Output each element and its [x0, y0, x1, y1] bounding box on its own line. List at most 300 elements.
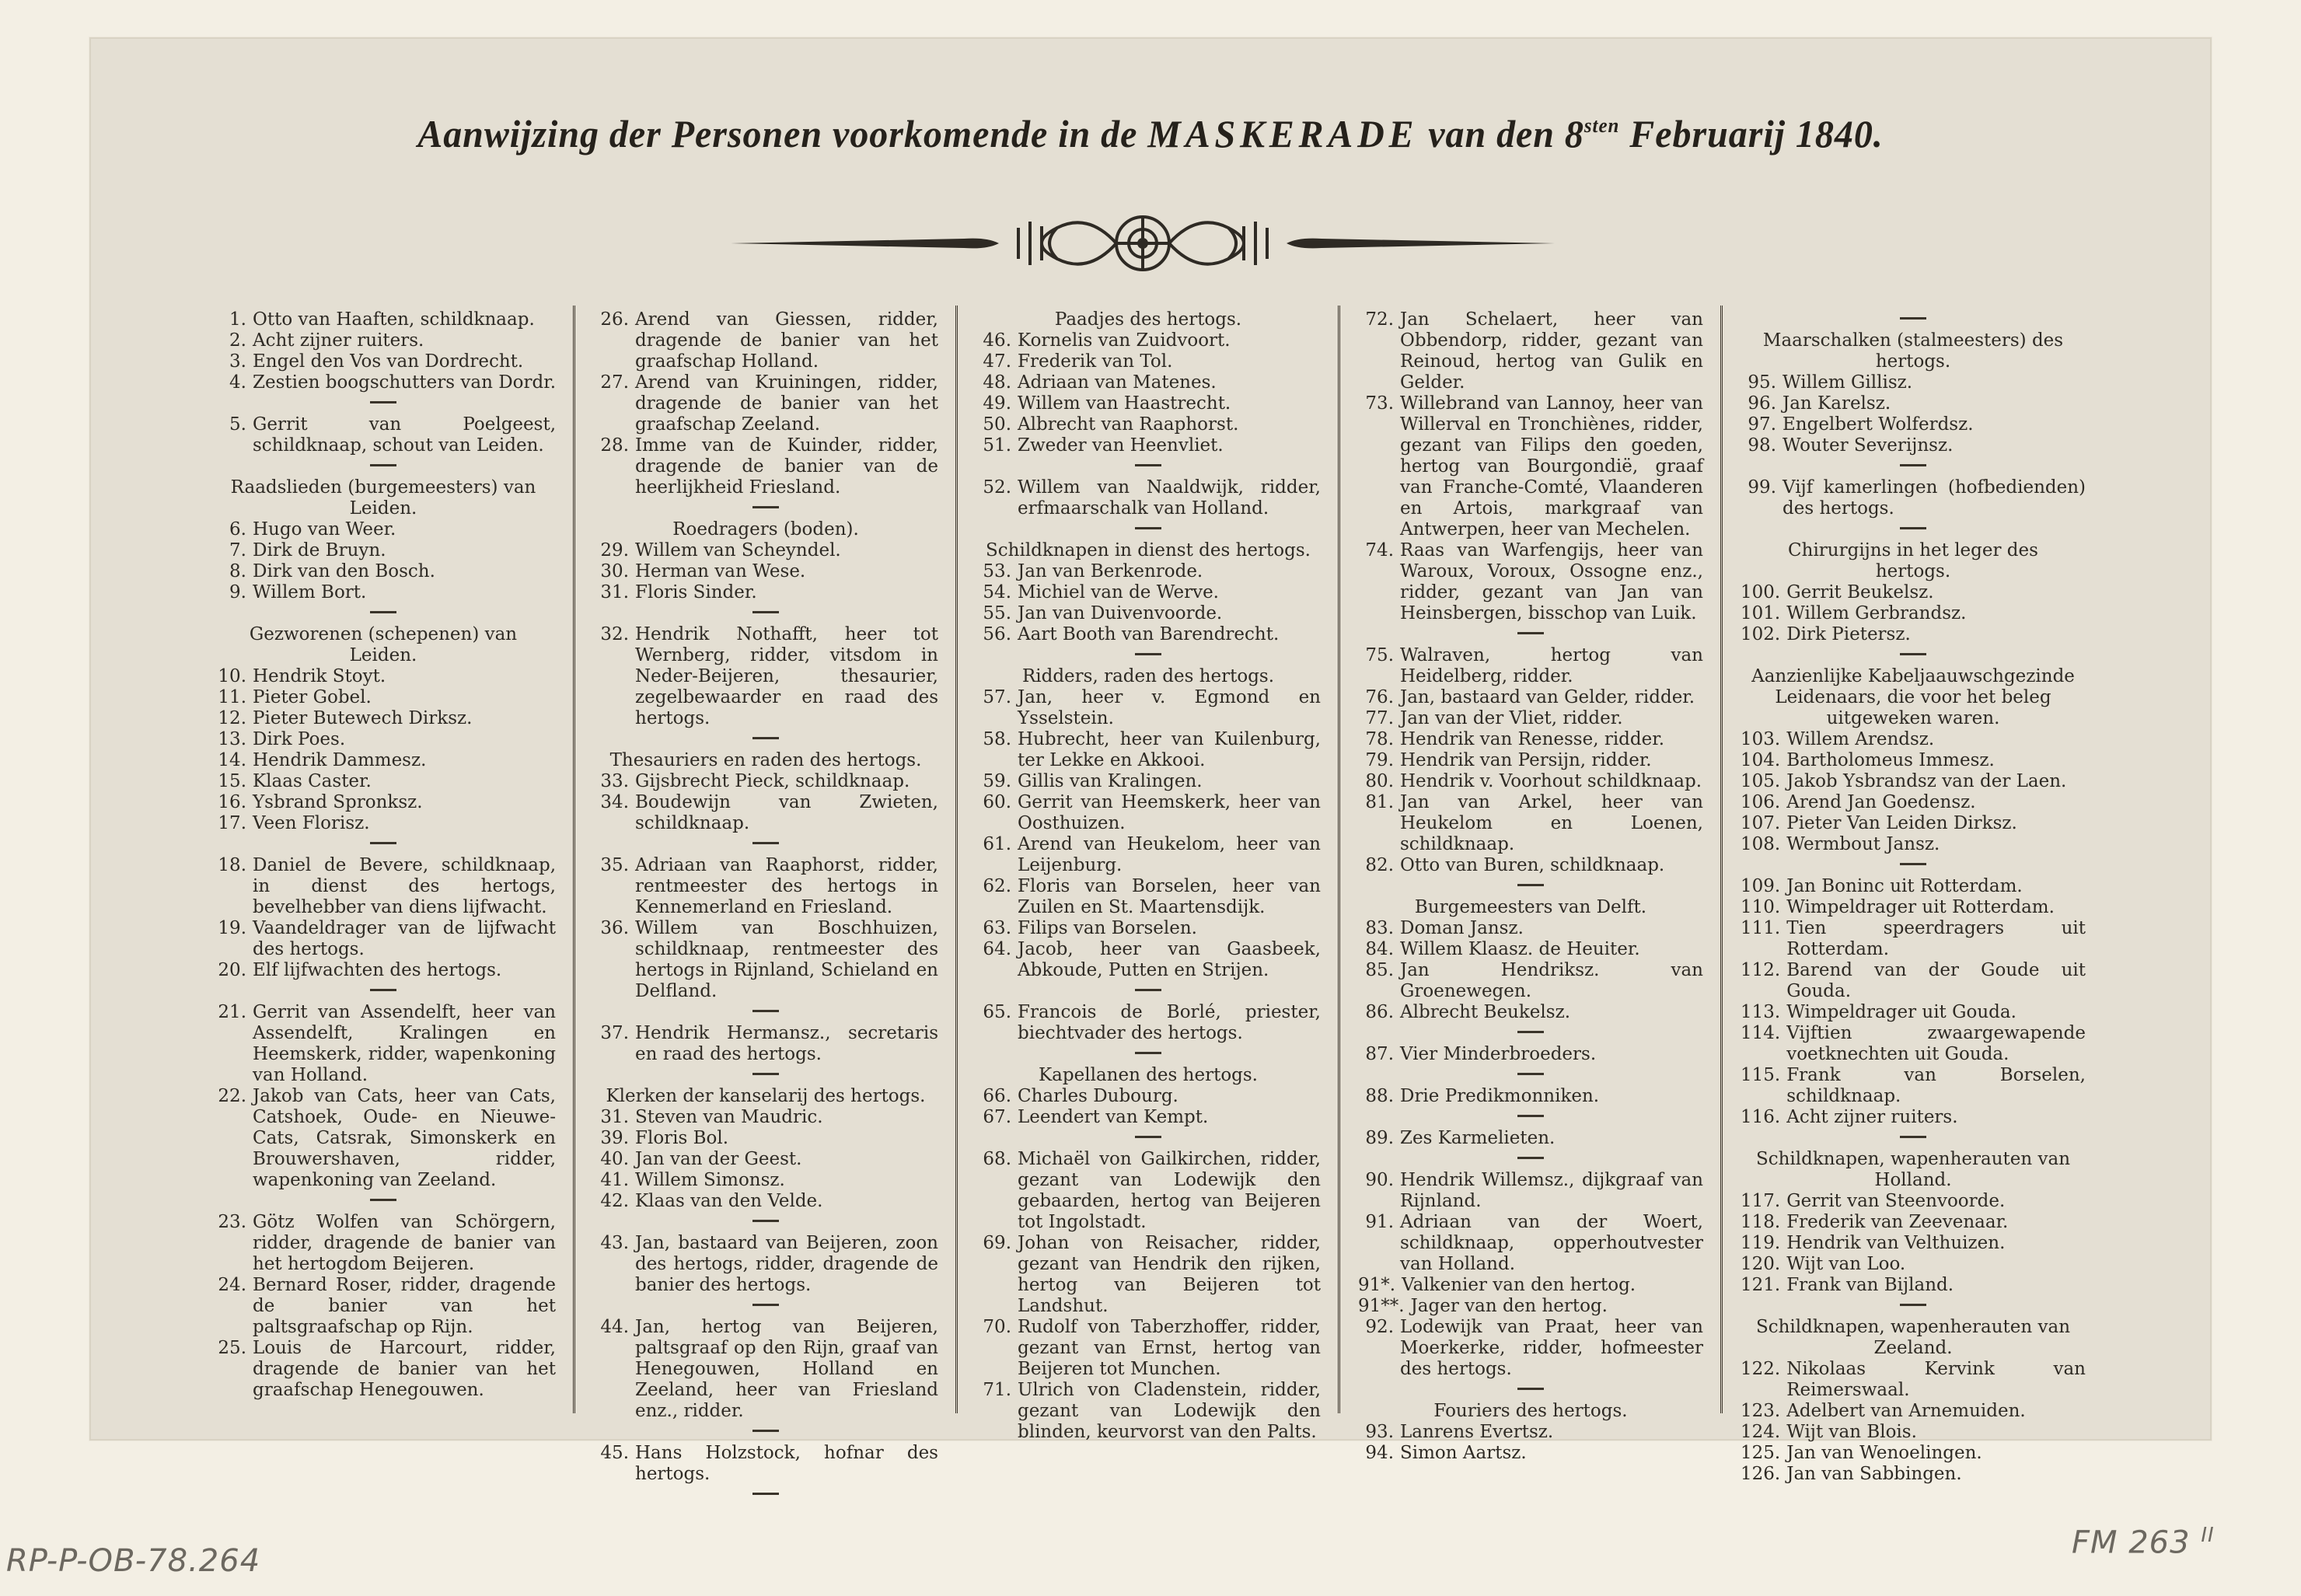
entry-number: 36.: [600, 918, 629, 938]
section-divider: [1358, 1149, 1703, 1170]
list-item: [593, 918, 938, 1002]
entry-text: Wimpeldrager uit Gouda.: [1786, 1002, 2016, 1022]
list-item: [1741, 1212, 2086, 1233]
entry-text: Hendrik Hermansz., secretaris en raad des hertogs.: [635, 1023, 938, 1064]
list-item: [976, 582, 1321, 603]
entry-number: 4.: [229, 372, 246, 393]
entry-text: Hans Holzstock, hofnar des hertogs.: [635, 1443, 938, 1484]
list-item: [211, 309, 556, 330]
entry-text: Daniel de Bevere, schildknaap, in dienst des hertogs, bevelhebber van diens lijfwacht.: [253, 855, 556, 917]
list-item: [1358, 540, 1703, 624]
list-item: [1358, 939, 1703, 960]
entry-text: Gillis van Kralingen.: [1018, 771, 1203, 791]
list-item: [976, 1233, 1321, 1317]
entry-text: Lanrens Evertsz.: [1400, 1422, 1554, 1442]
entry-text: Willem Gerbrandsz.: [1786, 603, 1967, 623]
section-divider: [976, 981, 1321, 1002]
entry-text: Jan van Wenoelingen.: [1786, 1443, 1982, 1463]
entry-number: 31.: [600, 582, 629, 602]
title-date: van den 8: [1418, 112, 1584, 155]
entry-number: 9.: [229, 582, 246, 602]
entry-number: 45.: [600, 1443, 629, 1463]
entry-text: Otto van Haaften, schildknaap.: [253, 309, 535, 330]
entry-number: 6.: [229, 519, 246, 540]
entry-text: Doman Jansz.: [1400, 918, 1524, 938]
entry-text: Hendrik Willemsz., dijkgraaf van Rijnland.: [1400, 1170, 1703, 1211]
list-item: [1358, 309, 1703, 393]
section-heading: Ridders, raden des hertogs.: [1021, 666, 1275, 686]
entry-number: 73.: [1365, 393, 1394, 414]
entry-text: Willem Gillisz.: [1782, 372, 1913, 393]
section-divider: [593, 498, 938, 519]
entry-text: Adriaan van Raaphorst, ridder, rentmeester des hertogs in Kennemerland en Friesland.: [635, 855, 938, 917]
section-divider: [1358, 1065, 1703, 1086]
list-item: [593, 582, 938, 603]
entry-text: Hendrik van Velthuizen.: [1786, 1233, 2006, 1253]
entry-text: Leendert van Kempt.: [1018, 1107, 1209, 1127]
list-item: [976, 435, 1321, 456]
entry-text: Albrecht Beukelsz.: [1400, 1002, 1571, 1022]
entry-number: 95.: [1748, 372, 1776, 393]
list-item: [211, 666, 556, 687]
entry-text: Michaël von Gailkirchen, ridder, gezant van Lodewijk den gebaarden, hertog van Beijeren tot Ingolstadt.: [1018, 1149, 1321, 1232]
list-item: [593, 1023, 938, 1065]
entry-text: Willem van Haastrecht.: [1018, 393, 1231, 414]
section-divider: [593, 1485, 938, 1506]
catalogue-ref-text: FM 263: [2072, 1524, 2191, 1561]
list-item: [1741, 813, 2086, 834]
list-item: [1358, 1275, 1703, 1296]
entry-number: 60.: [983, 792, 1011, 812]
entry-number: 54.: [983, 582, 1011, 602]
entry-number: 40.: [600, 1149, 629, 1169]
entry-text: Arend Jan Goedensz.: [1786, 792, 1976, 812]
list-item: [211, 960, 556, 981]
entry-number: 87.: [1365, 1044, 1394, 1064]
column-4: [1338, 309, 1720, 1463]
section-divider: [593, 1002, 938, 1023]
entry-text: Charles Dubourg.: [1018, 1086, 1178, 1106]
list-item: [593, 792, 938, 834]
entry-text: Herman van Wese.: [635, 561, 806, 581]
title-text: Aanwijzing der Personen voorkomende in de: [417, 112, 1148, 155]
entry-number: 27.: [600, 372, 629, 393]
list-item: [593, 1233, 938, 1296]
entry-text: Klaas Caster.: [253, 771, 372, 791]
list-item: [211, 561, 556, 582]
entry-text: Willebrand van Lannoy, heer van Willerval en Tronchiènes, ridder, gezant van Filips den goeden, hertog van Bourgondië, graaf van Franche-Comté, Vlaanderen en Artois, markgraaf van Antwerpen, heer van Mechelen.: [1400, 393, 1703, 540]
entry-number: 111.: [1741, 918, 1781, 938]
entry-number: 67.: [983, 1107, 1011, 1127]
list-item: [1358, 1170, 1703, 1212]
entry-number: 81.: [1365, 792, 1394, 812]
names-columns: [190, 309, 2103, 1484]
entry-text: Willem Bort.: [253, 582, 367, 602]
list-item: [593, 540, 938, 561]
entry-number: 89.: [1365, 1128, 1394, 1148]
entry-number: 115.: [1741, 1065, 1781, 1085]
list-item: [1741, 1002, 2086, 1023]
list-item: [593, 372, 938, 435]
list-item: [1741, 750, 2086, 771]
entry-number: 32.: [600, 624, 629, 644]
catalogue-state: II: [2201, 1524, 2215, 1547]
list-item: [976, 477, 1321, 519]
entry-number: 88.: [1365, 1086, 1394, 1106]
entry-text: Gerrit Beukelsz.: [1786, 582, 1934, 602]
list-item: [1741, 1275, 2086, 1296]
entry-text: Wijt van Blois.: [1786, 1422, 1917, 1442]
entry-text: Jan, bastaard van Beijeren, zoon des hertogs, ridder, dragende de banier des hertogs.: [635, 1233, 938, 1295]
entry-text: Klaas van den Velde.: [635, 1191, 823, 1211]
entry-text: Otto van Buren, schildknaap.: [1400, 855, 1665, 875]
entry-text: Arend van Giessen, ridder, dragende de banier van het graafschap Holland.: [635, 309, 938, 372]
entry-number: 53.: [983, 561, 1011, 581]
entry-number: 105.: [1741, 771, 1781, 791]
section-divider: [976, 645, 1321, 666]
entry-text: Frank van Bijland.: [1786, 1275, 1954, 1295]
entry-number: 13.: [218, 729, 246, 749]
entry-number: 76.: [1365, 687, 1394, 707]
section-heading: Schildknapen, wapenherauten van Zeeland.: [1755, 1317, 2071, 1358]
list-item: [1741, 1464, 2086, 1485]
entry-number: 52.: [983, 477, 1011, 498]
section-heading: Thesauriers en raden des hertogs.: [609, 750, 922, 770]
entry-number: 18.: [218, 855, 246, 875]
entry-text: Walraven, hertog van Heidelberg, ridder.: [1400, 645, 1703, 686]
entry-text: Pieter Van Leiden Dirksz.: [1786, 813, 2017, 833]
section-divider: [1741, 309, 2086, 330]
entry-text: Jan van Sabbingen.: [1786, 1464, 1962, 1484]
list-item: [211, 855, 556, 918]
section-heading: Maarschalken (stalmeesters) des hertogs.: [1762, 330, 2064, 372]
entry-text: Willem van Naaldwijk, ridder, erfmaarschalk van Holland.: [1018, 477, 1321, 519]
list-item: [211, 687, 556, 708]
entry-text: Hendrik van Persijn, ridder.: [1400, 750, 1652, 770]
entry-text: Jan Karelsz.: [1782, 393, 1891, 414]
list-item: [1358, 393, 1703, 540]
entry-number: 107.: [1741, 813, 1781, 833]
entry-text: Jager van den hertog.: [1410, 1296, 1608, 1316]
entry-text: Valkenier van den hertog.: [1402, 1275, 1636, 1295]
entry-number: 58.: [983, 729, 1011, 749]
catalogue-reference: [2072, 1524, 2215, 1560]
section-divider: [1741, 645, 2086, 666]
list-item: [211, 1275, 556, 1338]
list-item: [1741, 834, 2086, 855]
list-item: [976, 1086, 1321, 1107]
list-item: [1358, 1443, 1703, 1464]
entry-number: 11.: [218, 687, 246, 707]
list-item: [211, 414, 556, 456]
section-divider: [1358, 1023, 1703, 1044]
section-divider: [593, 729, 938, 750]
entry-number: 7.: [229, 540, 246, 561]
list-item: [211, 771, 556, 792]
section-divider: [1358, 1380, 1703, 1401]
entry-number: 93.: [1365, 1422, 1394, 1442]
entry-text: Hendrik v. Voorhout schildknaap.: [1400, 771, 1702, 791]
entry-number: 117.: [1741, 1191, 1781, 1211]
entry-number: 72.: [1365, 309, 1394, 330]
entry-text: Floris van Borselen, heer van Zuilen en St. Maartensdijk.: [1018, 876, 1321, 917]
entry-text: Jan, heer v. Egmond en Ysselstein.: [1018, 687, 1321, 728]
entry-text: Adriaan van der Woert, schildknaap, opperhoutvester van Holland.: [1400, 1212, 1703, 1274]
entry-number: 74.: [1365, 540, 1394, 561]
entry-number: 126.: [1741, 1464, 1781, 1484]
entry-number: 79.: [1365, 750, 1394, 770]
entry-text: Aart Booth van Barendrecht.: [1018, 624, 1280, 644]
list-item: [1741, 1359, 2086, 1401]
list-item: [593, 771, 938, 792]
entry-number: 55.: [983, 603, 1011, 623]
entry-number: 5.: [229, 414, 246, 435]
entry-number: 8.: [229, 561, 246, 581]
entry-text: Gerrit van Heemskerk, heer van Oosthuizen.: [1018, 792, 1321, 833]
entry-number: 69.: [983, 1233, 1011, 1253]
entry-text: Tien speerdragers uit Rotterdam.: [1786, 918, 2086, 959]
entry-number: 1.: [229, 309, 246, 330]
entry-text: Dirk van den Bosch.: [253, 561, 435, 581]
entry-text: Zes Karmelieten.: [1400, 1128, 1556, 1148]
entry-number: 50.: [983, 414, 1011, 435]
page-title: [132, 111, 2170, 156]
list-item: [1741, 729, 2086, 750]
entry-text: Willem Klaasz. de Heuiter.: [1400, 939, 1640, 959]
list-item: [976, 372, 1321, 393]
entry-number: 10.: [218, 666, 246, 686]
entry-number: 112.: [1741, 960, 1781, 980]
entry-text: Gijsbrecht Pieck, schildknaap.: [635, 771, 910, 791]
list-item: [211, 330, 556, 351]
list-item: [1358, 1002, 1703, 1023]
list-item: [976, 792, 1321, 834]
entry-number: 86.: [1365, 1002, 1394, 1022]
entry-text: Dirk Poes.: [253, 729, 346, 749]
entry-text: Jan Schelaert, heer van Obbendorp, ridder, gezant van Reinoud, hertog van Gulik en Gelder.: [1400, 309, 1703, 393]
entry-text: Jan van Arkel, heer van Heukelom en Loenen, schildknaap.: [1400, 792, 1703, 854]
entry-number: 24.: [218, 1275, 246, 1295]
list-item: [1741, 960, 2086, 1002]
entry-number: 31.: [600, 1107, 629, 1127]
entry-text: Boudewijn van Zwieten, schildknaap.: [635, 792, 938, 833]
print-sheet: [89, 37, 2212, 1484]
list-item: [976, 1149, 1321, 1233]
entry-number: 104.: [1741, 750, 1781, 770]
list-item: [1741, 393, 2086, 414]
entry-text: Hugo van Weer.: [253, 519, 396, 540]
entry-text: Vier Minderbroeders.: [1400, 1044, 1597, 1064]
entry-text: Pieter Gobel.: [253, 687, 372, 707]
entry-number: 44.: [600, 1317, 629, 1337]
list-item: [1358, 960, 1703, 1002]
list-item: [593, 435, 938, 498]
title-maskerade: MASKERADE: [1147, 112, 1419, 155]
entry-number: 22.: [218, 1086, 246, 1106]
list-item: [1358, 645, 1703, 687]
column-2: [573, 309, 955, 1484]
list-item: [976, 939, 1321, 981]
entry-text: Wijt van Loo.: [1786, 1254, 1906, 1274]
list-item: [1358, 792, 1703, 855]
entry-number: 66.: [983, 1086, 1011, 1106]
section-heading: Klerken der kanselarij des hertogs.: [606, 1086, 926, 1106]
section-divider: [211, 981, 556, 1002]
entry-number: 100.: [1741, 582, 1781, 602]
entry-number: 82.: [1365, 855, 1394, 875]
list-item: [1741, 1254, 2086, 1275]
entry-text: Frederik van Zeevenaar.: [1786, 1212, 2009, 1232]
entry-number: 25.: [218, 1338, 246, 1358]
entry-text: Jan van der Geest.: [635, 1149, 802, 1169]
entry-number: 34.: [600, 792, 629, 812]
entry-number: 91.: [1365, 1212, 1394, 1232]
entry-text: Johan von Reisacher, ridder, gezant van Hendrik den rijken, hertog van Beijeren tot Landshut.: [1018, 1233, 1321, 1316]
list-item: [1741, 1107, 2086, 1128]
entry-number: 61.: [983, 834, 1011, 854]
entry-number: 3.: [229, 351, 246, 372]
list-item: [976, 1317, 1321, 1380]
entry-text: Kornelis van Zuidvoort.: [1018, 330, 1231, 351]
section-divider: [211, 1191, 556, 1212]
list-item: [1741, 792, 2086, 813]
list-item: [593, 1317, 938, 1422]
list-item: [1741, 876, 2086, 897]
list-item: [976, 351, 1321, 372]
entry-text: Imme van de Kuinder, ridder, dragende de banier van de heerlijkheid Friesland.: [635, 435, 938, 498]
section-divider: [1358, 876, 1703, 897]
list-item: [976, 918, 1321, 939]
list-item: [976, 414, 1321, 435]
list-item: [1358, 1044, 1703, 1065]
entry-number: 56.: [983, 624, 1011, 644]
list-item: [1741, 1023, 2086, 1065]
entry-text: Jan, hertog van Beijeren, paltsgraaf op den Rijn, graaf van Henegouwen, Holland en Zeeland, heer van Friesland enz., ridder.: [635, 1317, 938, 1421]
list-item: [1358, 855, 1703, 876]
section-divider: [1741, 519, 2086, 540]
entry-number: 102.: [1741, 624, 1781, 644]
entry-number: 97.: [1748, 414, 1776, 435]
list-item: [211, 582, 556, 603]
section-divider: [976, 519, 1321, 540]
list-item: [1358, 1128, 1703, 1149]
entry-number: 23.: [218, 1212, 246, 1232]
list-item: [593, 309, 938, 372]
list-item: [1741, 1443, 2086, 1464]
list-item: [976, 834, 1321, 876]
list-item: [1358, 1317, 1703, 1380]
entry-text: Hendrik Dammesz.: [253, 750, 427, 770]
entry-number: 19.: [218, 918, 246, 938]
entry-number: 91*.: [1358, 1275, 1396, 1295]
entry-number: 103.: [1741, 729, 1781, 749]
entry-number: 41.: [600, 1170, 629, 1190]
list-item: [211, 708, 556, 729]
section-heading: Schildknapen in dienst des hertogs.: [986, 540, 1311, 561]
list-item: [1741, 897, 2086, 918]
section-divider: [976, 1044, 1321, 1065]
list-item: [593, 1107, 938, 1128]
list-item: [976, 1002, 1321, 1044]
list-item: [593, 1170, 938, 1191]
entry-number: 49.: [983, 393, 1011, 414]
entry-text: Bartholomeus Immesz.: [1786, 750, 1995, 770]
list-item: [1741, 372, 2086, 393]
section-heading: Fouriers des hertogs.: [1433, 1401, 1628, 1421]
section-divider: [211, 456, 556, 477]
list-item: [593, 855, 938, 918]
entry-number: 33.: [600, 771, 629, 791]
entry-text: Jan Hendriksz. van Groenewegen.: [1400, 960, 1703, 1001]
entry-number: 26.: [600, 309, 629, 330]
list-item: [211, 1212, 556, 1275]
list-item: [1358, 1212, 1703, 1275]
section-divider: [593, 603, 938, 624]
section-heading: Raadslieden (burgemeesters) van Leiden.: [230, 477, 536, 519]
section-divider: [1741, 1296, 2086, 1317]
entry-text: Jacob, heer van Gaasbeek, Abkoude, Putten en Strijen.: [1018, 939, 1321, 980]
list-item: [1358, 918, 1703, 939]
entry-number: 90.: [1365, 1170, 1394, 1190]
entry-number: 16.: [218, 792, 246, 812]
entry-text: Zestien boogschutters van Dordr.: [253, 372, 557, 393]
entry-text: Jan van der Vliet, ridder.: [1400, 708, 1623, 728]
entry-number: 123.: [1741, 1401, 1781, 1421]
entry-number: 80.: [1365, 771, 1394, 791]
entry-number: 35.: [600, 855, 629, 875]
list-item: [976, 876, 1321, 918]
entry-text: Adriaan van Matenes.: [1018, 372, 1217, 393]
entry-number: 12.: [218, 708, 246, 728]
entry-number: 59.: [983, 771, 1011, 791]
entry-number: 118.: [1741, 1212, 1781, 1232]
list-item: [1741, 603, 2086, 624]
list-item: [211, 351, 556, 372]
column-5: [1720, 309, 2103, 1484]
entry-text: Frank van Borselen, schildknaap.: [1786, 1065, 2086, 1106]
list-item: [976, 771, 1321, 792]
list-item: [976, 561, 1321, 582]
entry-text: Francois de Borlé, priester, biechtvader des hertogs.: [1018, 1002, 1321, 1043]
list-item: [976, 330, 1321, 351]
section-heading: Aanzienlijke Kabeljaauwschgezinde Leidenaars, die voor het beleg uitgeweken waren.: [1751, 666, 2075, 728]
column-1: [190, 309, 573, 1437]
entry-text: Floris Sinder.: [635, 582, 757, 602]
section-heading: Schildknapen, wapenherauten van Holland.: [1755, 1149, 2071, 1190]
entry-number: 70.: [983, 1317, 1011, 1337]
list-item: [211, 1338, 556, 1401]
entry-number: 122.: [1741, 1359, 1781, 1379]
list-item: [976, 729, 1321, 771]
list-item: [1741, 918, 2086, 960]
entry-number: 42.: [600, 1191, 629, 1211]
list-item: [593, 1149, 938, 1170]
entry-number: 62.: [983, 876, 1011, 896]
section-heading: Kapellanen des hertogs.: [1039, 1065, 1258, 1085]
list-item: [1358, 729, 1703, 750]
entry-text: Filips van Borselen.: [1018, 918, 1197, 938]
entry-number: 99.: [1748, 477, 1776, 498]
entry-text: Jakob van Cats, heer van Cats, Catshoek, Oude- en Nieuwe-Cats, Catsrak, Simonskerk en Brouwershaven, ridder, wapenkoning van Zeeland.: [253, 1086, 556, 1190]
entry-text: Vaandeldrager van de lijfwacht des hertogs.: [253, 918, 556, 959]
list-item: [976, 1107, 1321, 1128]
entry-number: 15.: [218, 771, 246, 791]
entry-number: 48.: [983, 372, 1011, 393]
entry-number: 75.: [1365, 645, 1394, 665]
entry-number: 39.: [600, 1128, 629, 1148]
list-item: [976, 687, 1321, 729]
entry-text: Dirk Pietersz.: [1786, 624, 1911, 644]
